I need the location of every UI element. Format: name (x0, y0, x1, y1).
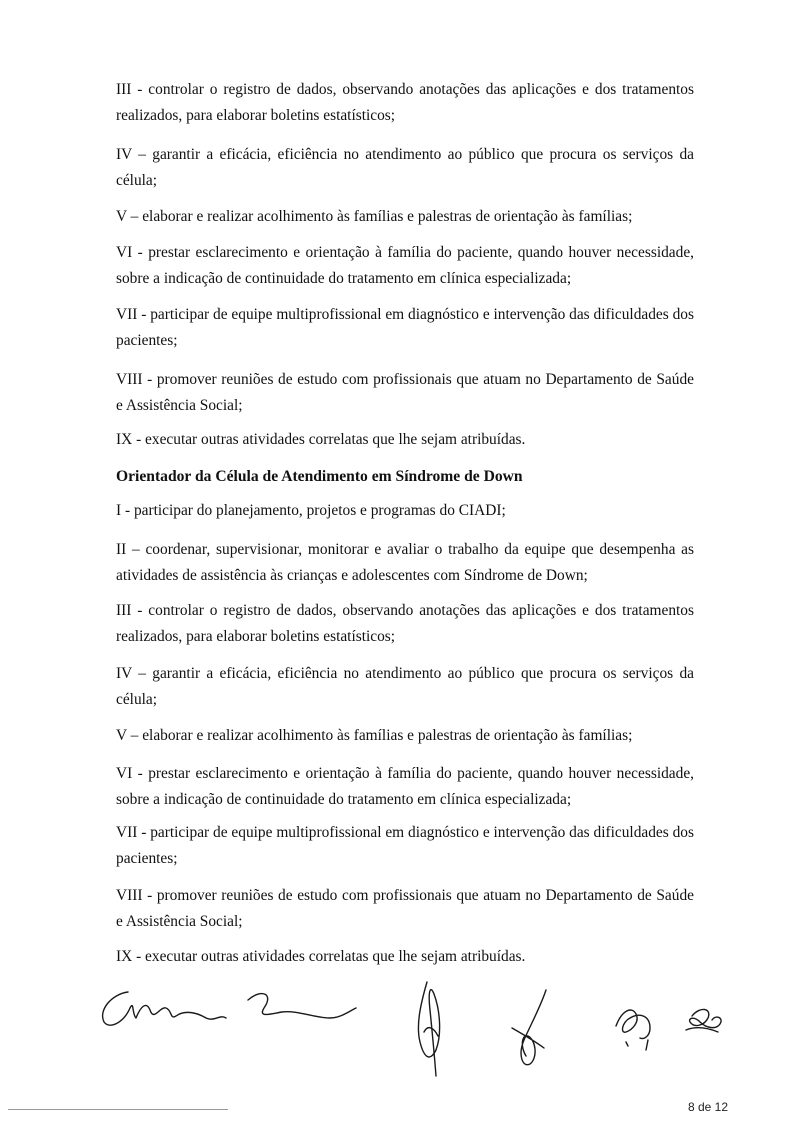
section1-item-ix: IX - executar outras atividades correlatas que lhe sejam atribuídas. (116, 431, 526, 448)
section2-item-i: I - participar do planejamento, projetos e programas do CIADI; (116, 502, 506, 519)
signature-3 (512, 990, 546, 1065)
section2-item-vi: VI - prestar esclarecimento e orientação à família do paciente, quando houver necessidade, sobre a indicação de continuidade do tratamento em clínica especializada; (116, 765, 694, 808)
section2-item-iv: IV – garantir a eficácia, eficiência no atendimento ao público que procura os serviços da célula; (116, 665, 694, 708)
section1-item-vii: VII - participar de equipe multiprofissional em diagnóstico e intervenção das dificuldades dos pacientes; (116, 306, 694, 349)
section2-item-viii: VIII - promover reuniões de estudo com profissionais que atuam no Departamento de Saúde e Assistência Social; (116, 887, 694, 930)
page-number: 8 de 12 (687, 1100, 728, 1114)
section2-heading: Orientador da Célula de Atendimento em Síndrome de Down (116, 468, 523, 485)
signature-1 (103, 992, 356, 1025)
section1-item-vi: VI - prestar esclarecimento e orientação à família do paciente, quando houver necessidade, sobre a indicação de continuidade do tratamento em clínica especializada; (116, 244, 694, 287)
signature-5 (686, 1009, 721, 1032)
section2-item-ix: IX - executar outras atividades correlatas que lhe sejam atribuídas. (116, 948, 526, 965)
signature-2 (418, 982, 439, 1076)
section1-item-iv: IV – garantir a eficácia, eficiência no atendimento ao público que procura os serviços da célula; (116, 146, 694, 189)
section1-item-v: V – elaborar e realizar acolhimento às famílias e palestras de orientação às famílias; (116, 208, 633, 225)
section2-item-ii: II – coordenar, supervisionar, monitorar e avaliar o trabalho da equipe que desempenha as atividades de assistência às crianças e adolescentes com Síndrome de Down; (116, 541, 694, 584)
section1-item-iii: III - controlar o registro de dados, observando anotações das aplicações e dos tratamentos realizados, para elaborar boletins estatísticos; (116, 81, 694, 124)
section2-item-vii: VII - participar de equipe multiprofissional em diagnóstico e intervenção das dificuldades dos pacientes; (116, 824, 694, 867)
signature-4 (616, 1010, 650, 1050)
footer-rule (8, 1109, 228, 1110)
section1-item-viii: VIII - promover reuniões de estudo com profissionais que atuam no Departamento de Saúde e Assistência Social; (116, 371, 694, 414)
signatures (0, 970, 793, 1090)
section2-item-v: V – elaborar e realizar acolhimento às famílias e palestras de orientação às famílias; (116, 727, 633, 744)
section2-item-iii: III - controlar o registro de dados, observando anotações das aplicações e dos tratamentos realizados, para elaborar boletins estatísticos; (116, 602, 694, 645)
